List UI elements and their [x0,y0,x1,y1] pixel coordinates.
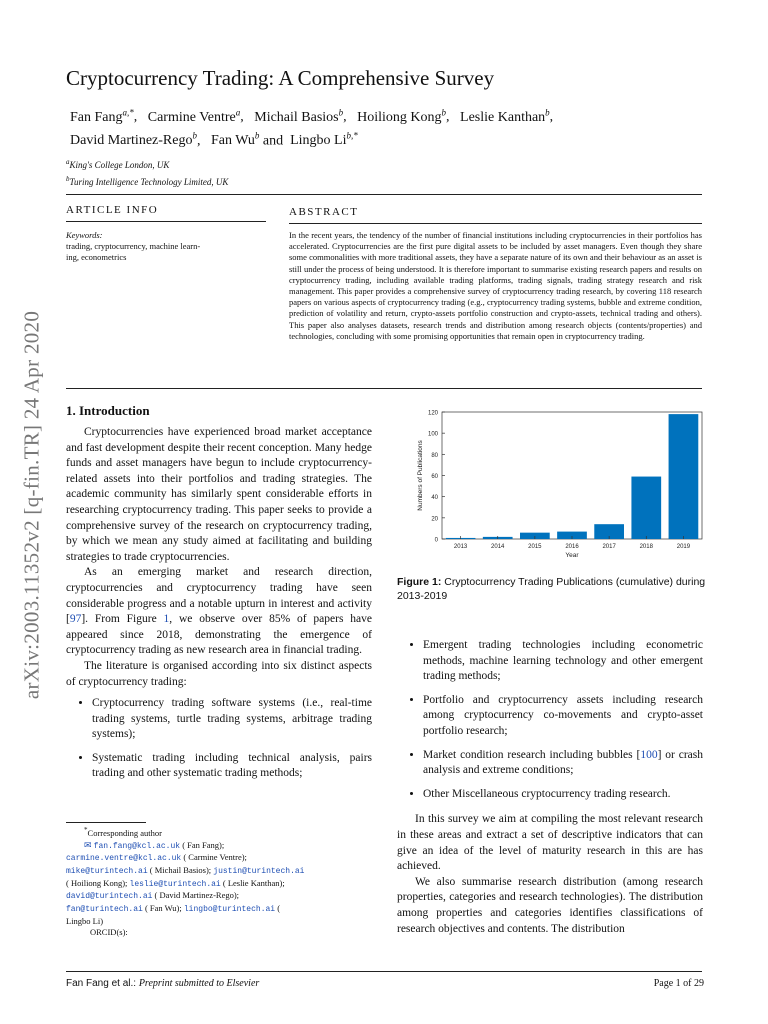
list-item: • Other Miscellaneous cryptocurrency trading research. [423,787,703,803]
paragraph: The literature is organised according into six distinct aspects of cryptocurrency trading: [66,659,372,688]
y-tick-label: 20 [431,516,438,523]
x-tick-label: 2014 [491,544,505,550]
paragraph: Cryptocurrencies have experienced broad market acceptance and fast development despite their recent conception. Many hedge funds and asset managers have begun to include cryptocurrency-related assets into their portfolios and trading strategies. The academic community has similarly spent considerable efforts in researching cryptocurrency trading. This paper seeks to provide a comprehensive survey of the research on cryptocurrency trading, by which we mean any study aimed at facilitating and building strategies to trade cryptocurrencies. [66,426,372,563]
citation-link[interactable]: 100 [640,748,658,761]
list-item: • Market condition research including bubbles [100] or crash analysis and extreme conditions; [423,748,703,779]
email-entry: ✉ fan.fang@kcl.ac.uk ( Fan Fang); [84,839,225,851]
email-entry: fan@turintech.ai ( Fan Wu); lingbo@turintech.ai ( [66,903,281,915]
aspects-list-continued [397,638,703,802]
paragraph: In this survey we aim at compiling the most relevant research in these areas and extract a set of descriptive indicators that can give an idea of the level of maturity research in this are has achieved. [397,813,703,873]
envelope-icon: ✉ [84,839,92,850]
author: Fan Wu$^b$ [210,130,260,149]
bar [631,477,661,539]
x-tick-label: 2018 [639,544,653,550]
section-heading-introduction: 1. Introduction [66,403,150,418]
keywords-line: ing, econometrics [66,252,127,262]
figure-link[interactable]: 1 [163,613,170,626]
paper-title: Cryptocurrency Trading: A Comprehensive Survey [66,66,495,90]
list-item: • Portfolio and cryptocurrency assets including research among cryptocurrency co-movements and crypto-asset portfolio research; [423,693,703,740]
author: Carmine Ventre$^a$ [147,107,241,125]
email-entry: david@turintech.ai ( David Martinez-Rego); [66,890,240,902]
citation-link[interactable]: 97 [69,613,82,626]
bar [669,414,699,539]
page-number: Page 1 of 29 [653,978,704,989]
abstract-bottom-divider [66,388,702,389]
y-tick-label: 60 [431,474,438,480]
x-tick-label: 2015 [528,544,542,550]
figure-1-chart [410,404,710,560]
email-link[interactable]: leslie@turintech.ai [129,879,221,889]
author-line-1: Fan Fang$^{a,*}$, Carmine Ventre$^a$, Michail Basios$^b$, Hoiliong Kong$^b$, Leslie Kanthan$^b$, [70,107,554,125]
author: Lingbo $Li^{b,*}$ [290,130,358,149]
top-divider [66,194,702,195]
left-column [66,425,372,790]
x-axis-label: Year [565,552,579,559]
email-entry: mike@turintech.ai ( Michail Basios); justin@turintech.ai [66,864,305,876]
x-tick-label: 2016 [565,544,579,550]
right-column [397,638,703,937]
author: Michail Basios$^b$ [254,107,344,125]
affiliation: $^a$King's College London, UK [66,158,170,170]
article-info-heading: ARTICLE INFO [66,204,159,216]
x-tick-label: 2017 [602,544,616,550]
x-tick-label: 2013 [453,544,468,550]
footnote [66,825,372,939]
y-tick-label: 0 [434,537,438,544]
email-entry: ( Hoiliong Kong); leslie@turintech.ai ( Leslie Kanthan); [66,877,285,889]
list-item: • Emergent trading technologies including econometric methods, machine learning technology and other emergent trading methods; [423,638,703,685]
author: Leslie Kanthan$^b$ [460,107,550,125]
y-axis-label: Numbers of Publications [417,440,424,511]
email-link[interactable]: david@turintech.ai [66,892,153,902]
abstract-divider [289,223,702,224]
arxiv-side-stamp [12,265,52,745]
abstract-text: In the recent years, the tendency of the number of financial institutions including cryptocurrencies in their portfolios has accelerated. Cryptocurrencies are the first pure digital assets to be included by asset managers. Even though they share some commonalities with more traditional assets, they have a separate nature of its own and their behaviour as an asset is still under the process of being understood. It is therefore important to summarise existing research papers and results on cryptocurrency trading, including available trading platforms, trading signals, trading strategy research and risk management. This paper provides a comprehensive survey of cryptocurrency trading research, by covering 118 research papers on various aspects of cryptocurrency trading (e.g., cryptocurrency trading systems, bubble and extreme condition, prediction of volatility and return, crypto-assets portfolio construction and crypto-assets, technical trading and others). This paper also analyses datasets, research trends and distribution among research objects (contents/properties) and technologies, concluding with some promising opportunities that remain open in cryptocurrency trading. [289,230,702,341]
footnote-divider [66,822,146,823]
author-line-2: David Martinez-Rego$^b$, Fan Wu$^b$ and Lingbo $Li^{b,*}$ [70,130,358,149]
email-entry: Lingbo Li) [66,915,104,926]
list-item: • Systematic trading including technical analysis, pairs trading and other systematic trading methods; [92,751,372,782]
y-tick-label: 120 [427,410,438,417]
plot-frame [442,412,702,539]
paragraph: We also summarise research distribution (among research properties, categories and research technologies). The distribution among properties and categories identifies classifications of research objectives and contents. The distribution [397,875,703,935]
aspects-list [66,696,372,782]
email-entry: carmine.ventre@kcl.ac.uk ( Carmine Ventre); [66,852,247,864]
author-list [70,103,710,150]
author: David Martinez-Rego$^b$ [70,130,197,149]
email-link[interactable]: carmine.ventre@kcl.ac.uk [66,854,182,864]
abstract-heading: ABSTRACT [289,206,359,218]
email-link[interactable]: mike@turintech.ai [66,866,148,876]
paragraph: As an emerging market and research direction, cryptocurrencies and cryptocurrency trading have seen considerable progress and a notable upturn in interest and activity [97]. From Figure 1, we observe over 85% of papers have appeared since 2018, demonstrating the emergence of cryptocurrency trading as new research area in financial trading. [66,566,372,657]
bar-chart-svg [410,404,710,560]
affiliations [66,155,228,189]
figure-caption: Figure 1: Cryptocurrency Trading Publications (cumulative) during 2013-2019 [397,576,706,602]
article-info-divider [66,221,266,222]
orcid-label: ORCID(s): [90,927,128,938]
email-link[interactable]: fan@turintech.ai [66,905,143,915]
keywords-line: trading, cryptocurrency, machine learn- [66,241,201,251]
list-item: • Cryptocurrency trading software systems (i.e., real-time trading systems, turtle trading systems, arbitrage trading systems); [92,696,372,743]
author: Hoiliong Kong$^b$ [357,107,447,125]
keywords [66,230,266,263]
y-tick-label: 80 [431,452,438,459]
footer-divider [66,971,702,972]
author: Fan Fang$^{a,*}$ [70,107,134,125]
y-tick-label: 40 [431,495,438,502]
footer-left: Fan Fang et al.: Preprint submitted to Elsevier [66,978,260,989]
corresponding-note: *Corresponding author [84,826,162,838]
keywords-label: Keywords: [66,230,103,240]
email-link[interactable]: lingbo@turintech.ai [183,905,276,915]
y-tick-label: 100 [427,431,438,438]
email-link[interactable]: fan.fang@kcl.ac.uk [93,841,181,851]
affiliation: $^b$Turing Intelligence Technology Limited, UK [66,175,229,187]
x-tick-label: 2019 [676,544,691,550]
email-link[interactable]: justin@turintech.ai [213,866,305,876]
arxiv-id-text: arXiv:2003.11352v2 [q-fin.TR] 24 Apr 2020 [19,310,44,700]
